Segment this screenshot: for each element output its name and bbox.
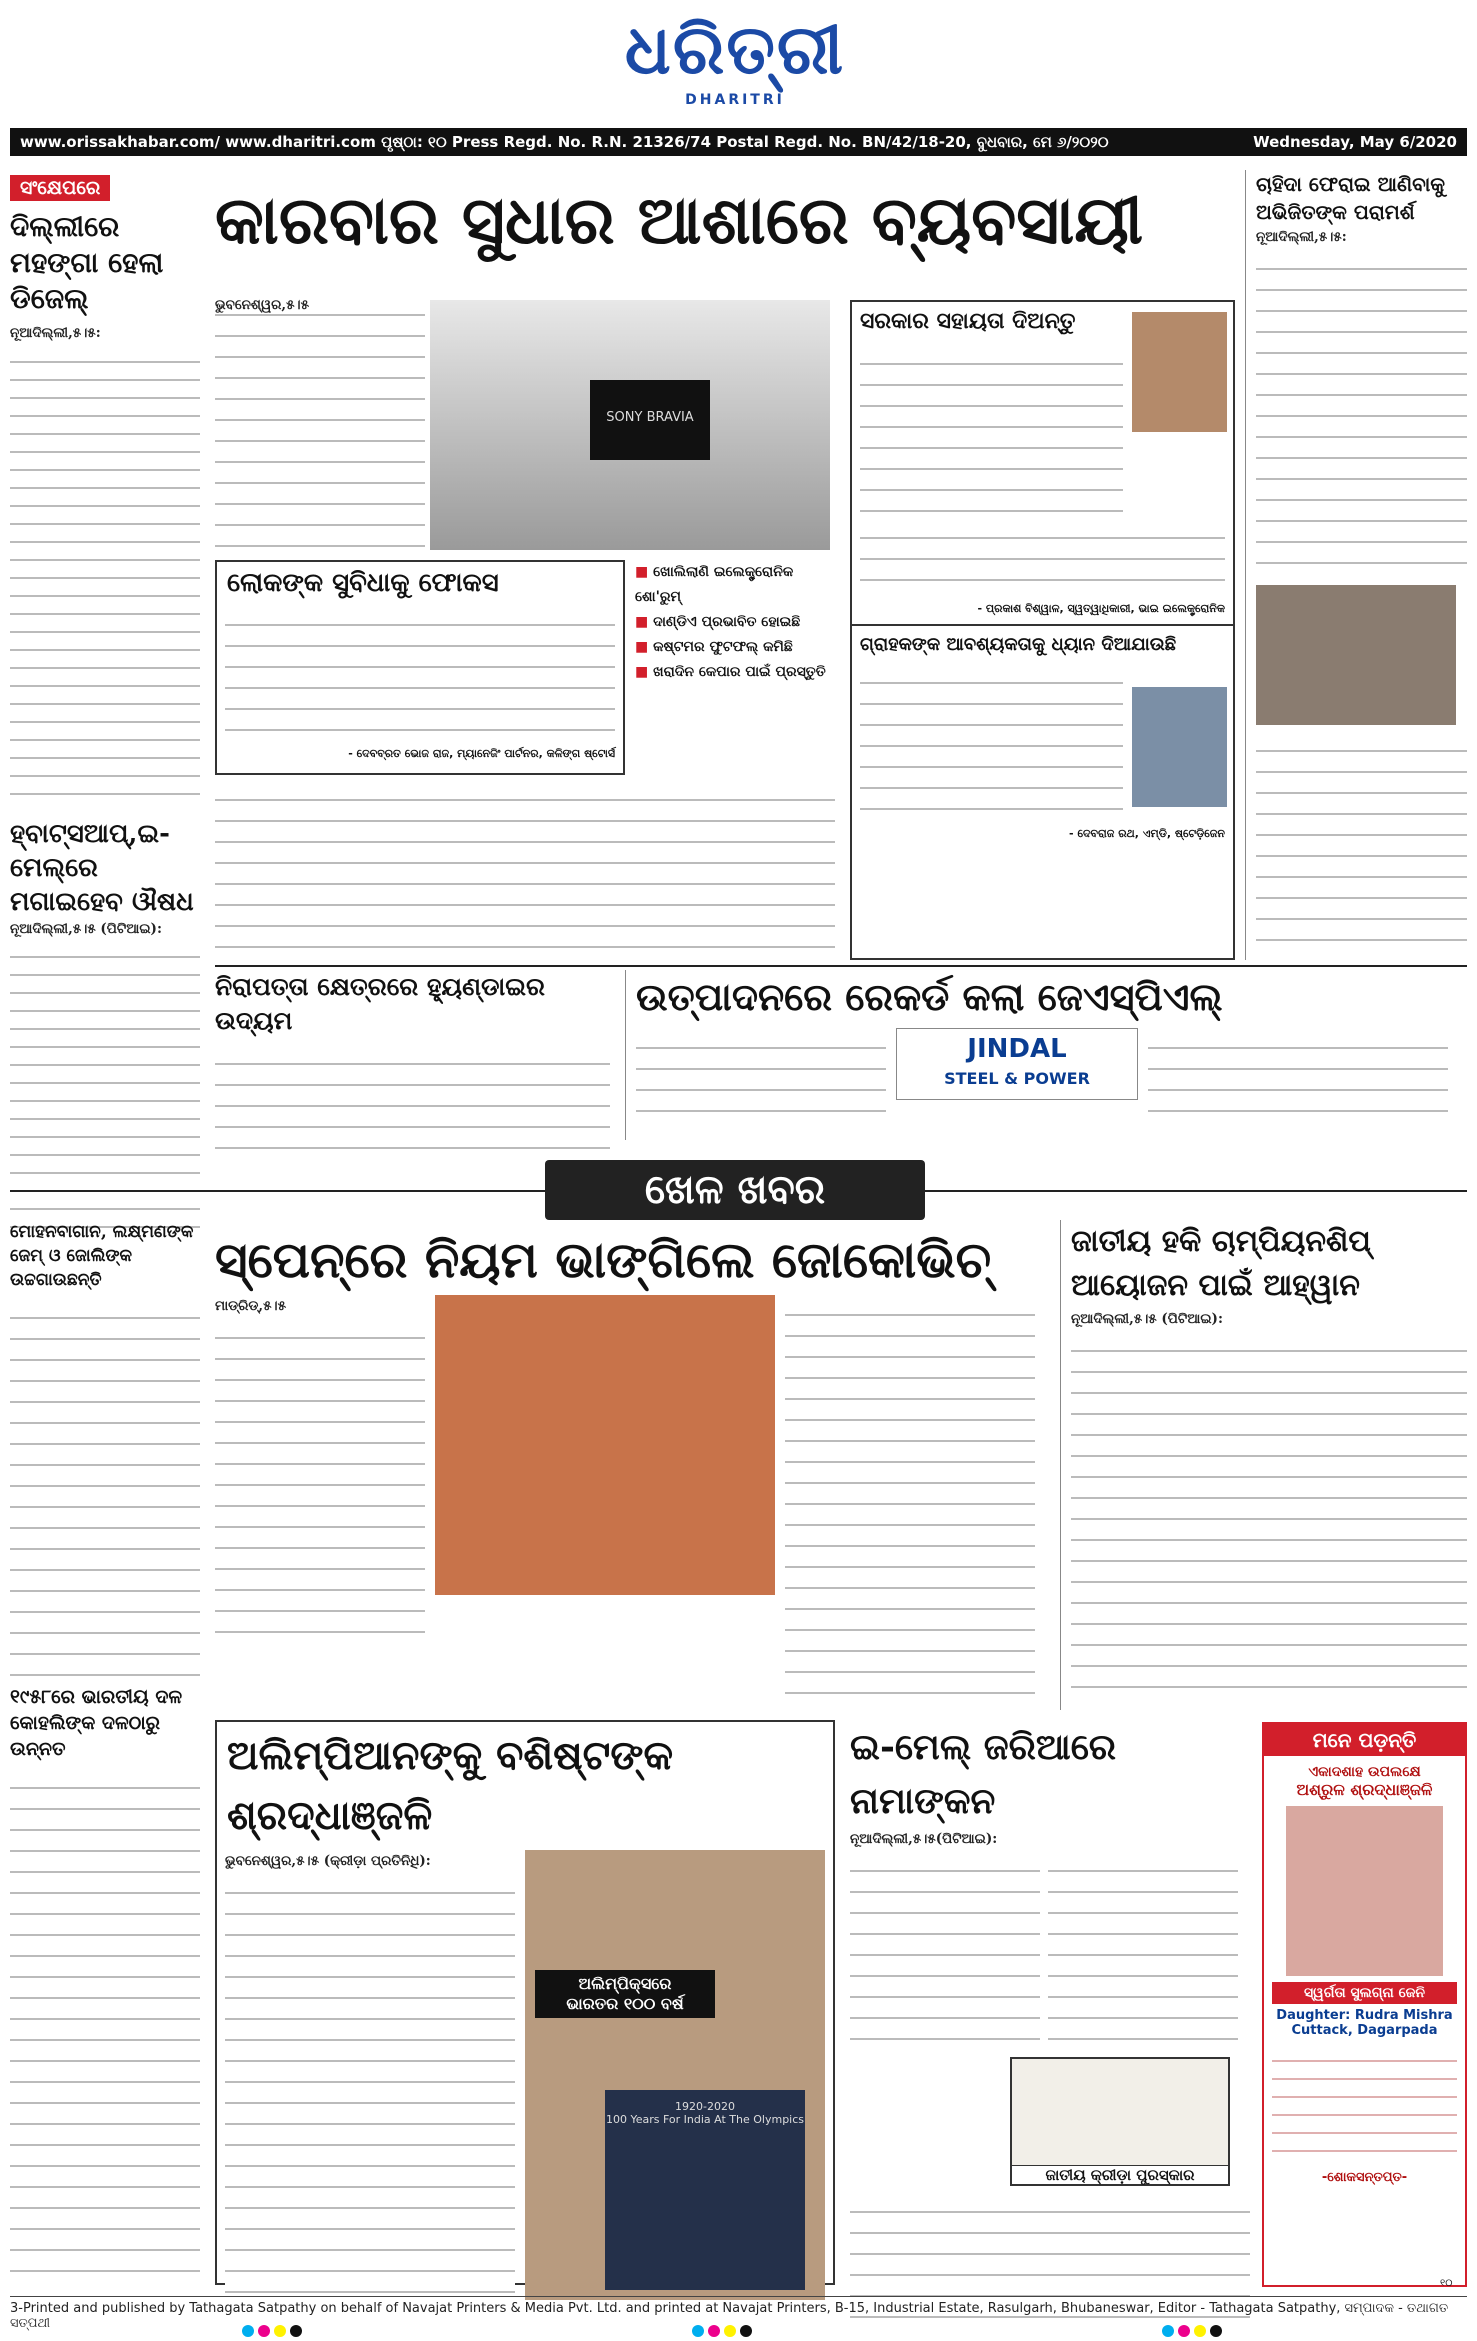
hockey-dateline: ନୂଆଦିଲ୍ଲୀ,୫।୫ (ପିଟିଆଇ): <box>1071 1311 1223 1327</box>
jsp-article <box>625 970 1467 1140</box>
jsp-text-1 <box>636 1028 886 1118</box>
obituary-photo <box>1286 1806 1443 1976</box>
brief-dateline-1: ନୂଆଦିଲ୍ଲୀ,୫।୫: <box>10 325 101 341</box>
strip-date: Wednesday, May 6/2020 <box>1253 133 1457 151</box>
sports-left-text <box>10 1298 200 1678</box>
focus-box <box>215 560 625 775</box>
help-box-byline-2: - ଦେବରାଜ ରଥ, ଏମ୍‌ଡି, ଷ୍ଟେଡ଼ିଜେନ <box>1069 827 1225 840</box>
imprint-text: 3-Printed and published by Tathagata Satpathy on behalf of Navajat Printers & Media Pvt. Ltd. and printed at Navajat Printers, B-15, Industrial Estate, Rasulgarh, Bhubaneswar, Editor - Tathagata Satpathy, ସମ୍ପାଦକ - ତଥାଗତ ସତ୍ପଥୀ <box>10 2296 1467 2331</box>
abhijit-photo <box>1256 585 1456 725</box>
brief-headline-1: ଦିଲ୍ଲୀରେ ମହଙ୍ଗା ହେଲା ଡିଜେଲ୍ <box>10 210 164 315</box>
jsp-text-2 <box>1148 1028 1448 1118</box>
help-box <box>850 300 1235 960</box>
help-box-title-2: ଗ୍ରାହକଙ୍କ ଆବଶ୍ୟକତାକୁ ଧ୍ୟାନ ଦିଆଯାଉଛି <box>852 624 1233 663</box>
right-column <box>1245 170 1467 960</box>
hyundai-text <box>215 1044 610 1164</box>
brief-dateline-2: ନୂଆଦିଲ୍ଲୀ,୫।୫ (ପିଟିଆଇ): <box>10 920 162 937</box>
djokovic-dateline: ମାଡ୍ରିଡ୍,୫।୫ <box>215 1298 287 1314</box>
obituary-line2: ଅଶ୍ରୁଳ ଶ୍ରଦ୍ଧାଞ୍ଜଳି <box>1296 1780 1433 1799</box>
lead-article-bottom <box>215 780 835 955</box>
logo-subtitle: DHARITRI <box>685 92 785 108</box>
obituary-box <box>1262 1722 1467 2287</box>
brief-headline-2: ହ୍ବାଟ୍ସଆପ୍,ଇ-ମେଲ୍‌ରେ ମଗାଇହେବ ଔଷଧ <box>10 818 194 917</box>
jindal-logo-sub: STEEL & POWER <box>944 1069 1090 1088</box>
help-box-text-1 <box>860 344 1123 514</box>
jsp-headline: ଉତ୍ପାଦନରେ ରେକର୍ଡ କଲା ଜେଏସ୍‌ପିଏଲ୍ <box>636 974 1223 1019</box>
hockey-text <box>1071 1331 1467 1691</box>
help-box-byline-1: - ପ୍ରକାଶ ବିଶ୍ୱାଳ, ସ୍ୱତ୍ୱାଧିକାରୀ, ଭାଇ ଇଲେକ୍ଟ୍ରୋନିକ <box>977 602 1225 615</box>
right-text-1 <box>1256 249 1467 579</box>
olympian-box <box>215 1720 835 2285</box>
sports-left-headline: ମୋହନବାଗାନ, ଲକ୍ଷ୍ମଣଙ୍କ ଜେମ୍‌ ଓ ଜୋଲିଙ୍କ ଉଚ୍ଚଗାଉଛନ୍ତି <box>10 1222 194 1290</box>
bullet-item: ■ ଖରାଦିନ କେପାର ପାଇଁ ପ୍ରସ୍ତୁତି <box>635 660 835 685</box>
brief-tag: ସଂକ୍ଷେପରେ <box>10 175 110 201</box>
right-dateline: ନୂଆଦିଲ୍ଲୀ,୫।୫: <box>1256 229 1347 245</box>
olympian-text <box>225 1873 515 2293</box>
focus-box-title: ଲୋକଙ୍କ ସୁବିଧାକୁ ଫୋକସ <box>227 568 499 598</box>
bullet-item: ■ ଖୋଲିଲାଣି ଇଲେକ୍ଟ୍ରୋନିକ ଶୋ'ରୁମ୍ <box>635 560 835 610</box>
email-text-2 <box>1048 1851 1238 2051</box>
djokovic-article <box>215 1225 1045 1715</box>
olympian-dateline: ଭୁବନେଶ୍ୱର,୫।୫ (କ୍ରୀଡ଼ା ପ୍ରତିନିଧି): <box>225 1853 431 1869</box>
page-number: ୧୦ <box>1440 2278 1453 2289</box>
brief-article-1 <box>10 323 200 805</box>
focus-box-text <box>225 605 615 745</box>
djokovic-headline: ସ୍ପେନ୍‌ରେ ନିୟମ ଭାଙ୍ଗିଲେ ଜୋକୋଭିଚ୍ <box>215 1230 992 1289</box>
djokovic-photo <box>435 1295 775 1595</box>
registration-dots-2 <box>690 2322 754 2341</box>
photo-tag-line1: ଅଲିମ୍ପିକ୍ସରେ <box>578 1974 672 1993</box>
obituary-daughter: Daughter: Rudra Mishra <box>1276 2008 1453 2023</box>
email-text-1 <box>850 1851 1040 2051</box>
right-headline: ଚାହିଦା ଫେରାଇ ଆଣିବାକୁ ଅଭିଜିତଙ୍କ ପରାମର୍ଶ <box>1256 172 1446 224</box>
photo-tag-line2: ଭାରତର ୧୦୦ ବର୍ଷ <box>566 1994 684 2013</box>
lead-article-col1 <box>215 295 425 555</box>
olympian-photo <box>525 1850 825 2300</box>
person-photo-1 <box>1132 312 1227 432</box>
masthead-logo <box>560 8 910 118</box>
mid-rule <box>215 965 1467 967</box>
sports-left-text-2 <box>10 1768 200 2288</box>
book-title: 100 Years For India At The Olympics <box>605 2113 805 2126</box>
lead-dateline: ଭୁବନେଶ୍ୱର,୫।୫ <box>215 297 309 313</box>
registration-dots-3 <box>1160 2322 1224 2341</box>
obituary-header: ମନେ ପଡ଼ନ୍ତି <box>1264 1724 1465 1756</box>
focus-box-byline: - ଦେବବ୍ରତ ଭୋଜ ରାଜ, ମ୍ୟାନେଜିଂ ପାର୍ଟନର, କଳିଙ୍ଗ ଷ୍ଟୋର୍ସ <box>348 747 615 760</box>
jindal-logo-text: JINDAL <box>967 1034 1067 1064</box>
showroom-photo <box>430 300 830 550</box>
hyundai-article <box>215 970 610 1140</box>
hockey-article <box>1060 1220 1467 1710</box>
lead-headline: କାରବାର ସୁଧାର ଆଶାରେ ବ୍ୟବସାୟୀ <box>215 181 1144 259</box>
obituary-text <box>1272 2044 1457 2164</box>
djokovic-text-1 <box>215 1318 425 1648</box>
sports-banner: ଖେଳ ଖବର <box>545 1160 925 1220</box>
strip-left-text: www.orissakhabar.com/ www.dharitri.com ପୃଷ୍ଠା: ୧୦ Press Regd. No. R.N. 21326/74 Postal Regd. No. BN/42/18-20, ବୁଧବାର, ମେ ୬/୨୦୨୦ <box>20 133 1109 151</box>
sports-left-headline-2: ୧୯୫୮ରେ ଭାରତୀୟ ଦଳ କୋହଲିଙ୍କ ଦଳଠାରୁ ଉନ୍ନତ <box>10 1686 183 1760</box>
bullet-item: ■ ଦାଣ୍ଡିଏ ପ୍ରଭାବିତ ହୋଇଛି <box>635 610 835 635</box>
date-strip <box>10 128 1467 156</box>
tv-display: SONY BRAVIA <box>590 380 710 460</box>
sports-left-column <box>10 1220 200 2280</box>
registration-dots-1 <box>240 2322 304 2341</box>
photo-tag <box>535 1970 715 2018</box>
olympics-book <box>605 2090 805 2290</box>
person-photo-2 <box>1132 687 1227 807</box>
brief-column <box>10 175 200 1145</box>
help-box-title: ସରକାର ସହାୟତା ଦିଅନ୍ତୁ <box>860 308 1076 334</box>
award-caption: ଜାତୀୟ କ୍ରୀଡ଼ା ପୁରସ୍କାର <box>1012 2165 1228 2184</box>
hyundai-headline: ନିରାପତ୍ତା କ୍ଷେତ୍ରରେ ହ୍ୟୁଣ୍ଡାଇର ଉଦ୍ୟମ <box>215 972 545 1035</box>
djokovic-text-2 <box>785 1295 1035 1695</box>
obituary-place: Cuttack, Dagarpada <box>1291 2023 1438 2038</box>
right-text-2 <box>1256 731 1467 951</box>
award-image <box>1010 2057 1230 2186</box>
email-article <box>850 1720 1250 2285</box>
bullet-list <box>635 560 835 700</box>
help-box-text-2 <box>860 663 1123 823</box>
book-years: 1920-2020 <box>675 2100 735 2113</box>
email-headline: ଇ-ମେଲ୍ ଜରିଆରେ ନାମାଙ୍କନ <box>850 1726 1117 1822</box>
obituary-line1: ଏକାଦଶାହ ଉପଲକ୍ଷେ <box>1308 1764 1421 1780</box>
logo-text: ଧରିତ୍ରୀ <box>624 10 846 90</box>
jindal-logo <box>896 1028 1138 1100</box>
obituary-footer: -ଶୋକସନ୍ତପ୍ତ- <box>1321 2170 1408 2185</box>
help-box-text-1b <box>860 518 1225 598</box>
hockey-headline: ଜାତୀୟ ହକି ଚାମ୍ପିୟନଶିପ୍ ଆୟୋଜନ ପାଇଁ ଆହ୍ୱାନ <box>1071 1224 1371 1303</box>
email-dateline: ନୂଆଦିଲ୍ଲୀ,୫।୫(ପିଟିଆଇ): <box>850 1831 998 1847</box>
olympian-headline: ଅଲିମ୍ପିଆନଙ୍କୁ ବଶିଷ୍ଟଙ୍କ ଶ୍ରଦ୍ଧାଞ୍ଜଳି <box>227 1732 674 1839</box>
obituary-name: ସ୍ୱର୍ଗତା ସୁଲଗ୍ନା ଜେନି <box>1272 1982 1457 2004</box>
bullet-item: ■ କଷ୍ଟମର ଫୁଟଫଲ୍ କମିଛି <box>635 635 835 660</box>
